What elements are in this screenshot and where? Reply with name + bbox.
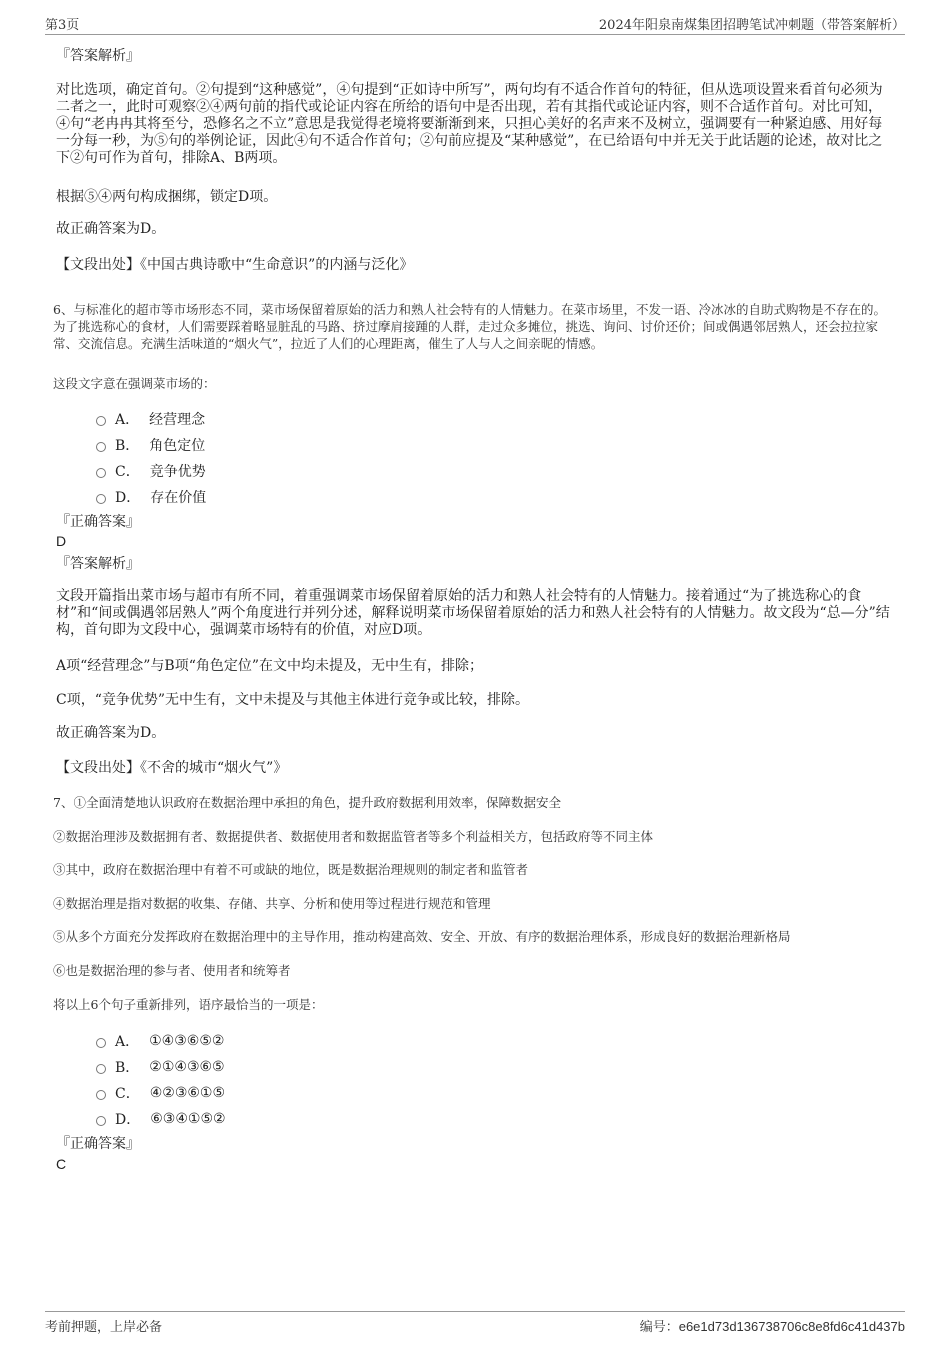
document-code-value: e6e1d73d136738706c8e8fd6c41d437b [678,1319,905,1334]
page-header [45,14,905,35]
page-footer [45,1311,905,1335]
radio-icon[interactable] [96,416,106,426]
q7-option-a[interactable]: A． ①④③⑥⑤② [96,1031,224,1051]
q6-analysis-heading: 『答案解析』 [56,556,140,572]
footer-slogan: 考前押题，上岸必备 [45,1320,163,1335]
q7-answer-heading: 『正确答案』 [56,1136,140,1152]
radio-icon[interactable] [96,1116,106,1126]
q5-analysis-paragraph-3: 故正确答案为D。 [56,221,166,237]
q6-analysis-paragraph-1: 文段开篇指出菜市场与超市有所不同，着重强调菜市场保留着原始的活力和熟人社会特有的人情魅力。接着通过“为了挑选称心的食材”和“间或偶遇邻居熟人”两个角度进行并列分述，解释说明菜市场保留着原始的活力和熟人社会特有的人情魅力。故文段为“总—分”结构，首句即为文段中心，强调菜市场特有的价值，对应D项。 [56,588,890,638]
q6-option-a[interactable]: A． 经营理念 [96,409,205,429]
q7-answer: C [56,1156,67,1172]
q6-analysis-paragraph-4: 故正确答案为D。 [56,725,166,741]
q7-sentence-2: ②数据治理涉及数据拥有者、数据提供者、数据使用者和数据监管者等多个利益相关方，包括政府等不同主体 [53,829,654,844]
q6-stem: 6、与标准化的超市等市场形态不同，菜市场保留着原始的活力和熟人社会特有的人情魅力。在菜市场里，不发一语、冷冰冰的自助式购物是不存在的。为了挑选称心的食材，人们需要踩着略显脏乱的马路、挤过摩肩接踵的人群，走过众多摊位，挑选、询问、讨价还价；间或偶遇邻居熟人，还会拉拉家常、交流信息。充满生活味道的“烟火气”，拉近了人们的心理距离，催生了人与人之间亲昵的情感。 [53,302,886,351]
q7-sentence-4: ④数据治理是指对数据的收集、存储、共享、分析和使用等过程进行规范和管理 [53,896,491,911]
q7-sentence-3: ③其中，政府在数据治理中有着不可或缺的地位，既是数据治理规则的制定者和监管者 [53,862,529,877]
q7-question: 将以上6个句子重新排列，语序最恰当的一项是： [53,997,324,1012]
q7-sentence-6: ⑥也是数据治理的参与者、使用者和统筹者 [53,963,291,978]
q6-option-b[interactable]: B． 角色定位 [96,435,205,455]
q6-answer: D [56,533,67,549]
q5-source: 【文段出处】《中国古典诗歌中“生命意识”的内涵与泛化》 [56,257,414,273]
page-number: 第3页 [45,18,80,33]
document-title: 2024年阳泉南煤集团招聘笔试冲刺题（带答案解析） [598,18,905,33]
q7-sentence-5: ⑤从多个方面充分发挥政府在数据治理中的主导作用，推动构建高效、安全、开放、有序的数据治理体系，形成良好的数据治理新格局 [53,929,791,944]
q5-analysis-paragraph-1: 对比选项，确定首句。②句提到“这种感觉”，④句提到“正如诗中所写”，两句均有不适合作首句的特征，但从选项设置来看首句必须为二者之一，此时可观察②④两句前的指代或论证内容在所给的语句中是否出现，若有其指代或论证内容，则不合适作首句。对比可知，④句“老冉冉其将至兮，恐修名之不立”意思是我觉得老境将要渐渐到来，只担心美好的名声来不及树立，强调要有一种紧迫感、用好每一分每一秒，为⑤句的举例论证，因此④句不适合作首句；②句前应提及“某种感觉”，在已给语句中并无关于此话题的论述，故对比之下②句可作为首句，排除A、B两项。 [56,82,883,166]
document-code [640,1316,905,1335]
q6-answer-heading: 『正确答案』 [56,514,140,530]
radio-icon[interactable] [96,1090,106,1100]
q6-option-c[interactable]: C． 竞争优势 [96,461,206,481]
q7-option-d[interactable]: D． ⑥③④①⑤② [96,1109,226,1129]
radio-icon[interactable] [96,1038,106,1048]
radio-icon[interactable] [96,442,106,452]
q7-option-b[interactable]: B． ②①④③⑥⑤ [96,1057,225,1077]
q6-option-d[interactable]: D． 存在价值 [96,487,206,507]
q6-analysis-paragraph-2: A项“经营理念”与B项“角色定位”在文中均未提及，无中生有，排除； [56,658,484,674]
document-code-label: 编号： [639,1319,679,1334]
q6-analysis-paragraph-3: C项，“竞争优势”无中生有，文中未提及与其他主体进行竞争或比较，排除。 [56,692,530,708]
radio-icon[interactable] [96,1064,106,1074]
q7-sentence-1: 7、①全面清楚地认识政府在数据治理中承担的角色，提升政府数据利用效率，保障数据安全 [53,795,561,810]
q6-source: 【文段出处】《不舍的城市“烟火气”》 [56,760,288,776]
q5-analysis-paragraph-2: 根据⑤④两句构成捆绑，锁定D项。 [56,189,278,205]
radio-icon[interactable] [96,468,106,478]
q7-option-c[interactable]: C． ④②③⑥①⑤ [96,1083,225,1103]
radio-icon[interactable] [96,494,106,504]
q6-question: 这段文字意在强调菜市场的： [53,376,216,391]
q5-analysis-heading: 『答案解析』 [56,48,140,64]
